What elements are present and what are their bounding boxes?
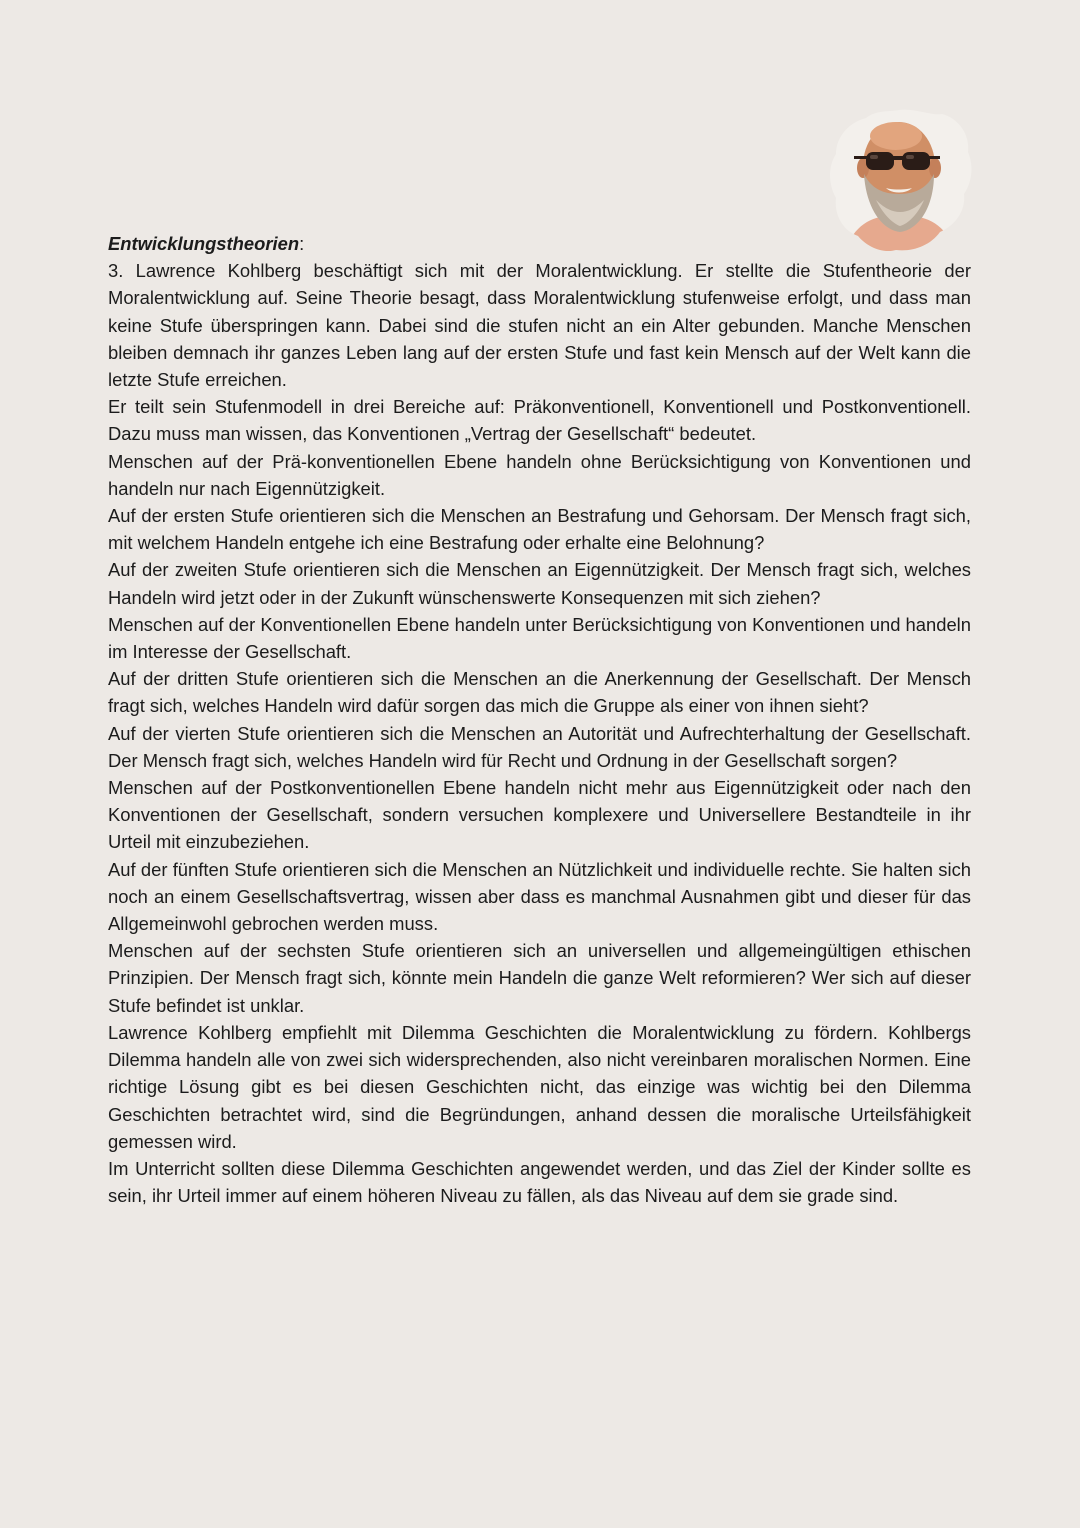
paragraph-stage-4: Auf der vierten Stufe orientieren sich die Menschen an Autorität und Aufrechterhaltung der Gesellschaft. Der Mensch fragt sich, welches Handeln wird für Recht und Ordnung in der Gesellschaft sorgen? — [108, 722, 971, 771]
section-heading: Entwicklungstheorien — [108, 233, 300, 254]
paragraph-conventional: Menschen auf der Konventionellen Ebene handeln unter Berücksichtigung von Konventionen und handeln im Interesse der Gesellschaft. — [108, 613, 971, 663]
paragraph-postconventional: Menschen auf der Postkonventionellen Ebene handeln nicht mehr aus Eigennützigkeit oder nach den Konventionen der Gesellschaft, sondern versuchen komplexere und Universellere Bestandteile in ihr Urteil mit einzubeziehen. — [108, 777, 971, 853]
paragraph-stage-6: Menschen auf der sechsten Stufe orientieren sich an universellen und allgemeingültigen ethischen Prinzipien. Der Mensch fragt sich, könnte mein Handeln die ganze Welt reformieren? Wer sich auf dieser Stufe befindet ist unklar. — [108, 940, 971, 1016]
paragraph-stage-areas: Er teilt sein Stufenmodell in drei Bereiche auf: Präkonventionell, Konventionell und Postkonventionell. Dazu muss man wissen, das Konventionen „Vertrag der Gesellschaft“ bedeutet. — [108, 396, 971, 445]
paragraph-dilemma: Lawrence Kohlberg empfiehlt mit Dilemma Geschichten die Moralentwicklung zu fördern. Kohlbergs Dilemma handeln alle von zwei sich widersprechenden, also nicht vereinbaren moralischen Normen. Eine richtige Lösung gibt es bei diesen Geschichten nicht, das einzige was wichtig bei den Dilemma Geschichten betrachtet wird, sind die Begründungen, anhand dessen die moralische Urteilsfähigkeit gemessen wird. — [108, 1021, 971, 1152]
heading-line — [108, 230, 971, 257]
paragraph-stage-5: Auf der fünften Stufe orientieren sich die Menschen an Nützlichkeit und individuelle rechte. Sie halten sich noch an einem Gesellschaftsvertrag, wissen aber dass es manchmal Ausnahmen gibt und dieser für das Allgemeinwohl gebrochen werden muss. — [108, 858, 971, 935]
heading-colon: : — [299, 233, 305, 254]
paragraph-stage-2: Auf der zweiten Stufe orientieren sich die Menschen an Eigennützigkeit. Der Mensch fragt sich, welches Handeln wird jetzt oder in der Zukunft wünschenswerte Konsequenzen mit sich ziehen? — [108, 559, 971, 608]
paragraph-stage-1: Auf der ersten Stufe orientieren sich die Menschen an Bestrafung und Gehorsam. Der Mensch fragt sich, mit welchem Handeln entgehe ich eine Bestrafung oder erhalte eine Belohnung? — [108, 505, 971, 554]
paragraph-intro: 3. Lawrence Kohlberg beschäftigt sich mit der Moralentwicklung. Er stellte die Stufentheorie der Moralentwicklung auf. Seine Theorie besagt, dass Moralentwicklung stufenweise erfolgt, und dass man keine Stufe überspringen kann. Dabei sind die stufen nicht an ein Alter gebunden. Manche Menschen bleiben demnach ihr ganzes Leben lang auf der ersten Stufe und fast kein Mensch auf der Welt kann die letzte Stufe erreichen. — [108, 260, 971, 391]
paragraph-classroom: Im Unterricht sollten diese Dilemma Geschichten angewendet werden, und das Ziel der Kinder sollte es sein, ihr Urteil immer auf einem höheren Niveau zu fällen, als das Niveau auf dem sie grade sind. — [108, 1157, 971, 1207]
paragraph-stage-3: Auf der dritten Stufe orientieren sich die Menschen an die Anerkennung der Gesellschaft. Der Mensch fragt sich, welches Handeln wird dafür sorgen das mich die Gruppe als einer von ihnen sieht? — [108, 668, 971, 717]
document-body — [108, 230, 971, 1209]
paragraph-preconventional: Menschen auf der Prä-konventionellen Ebene handeln ohne Berücksichtigung von Konventionen und handeln nur nach Eigennützigkeit. — [108, 450, 971, 499]
